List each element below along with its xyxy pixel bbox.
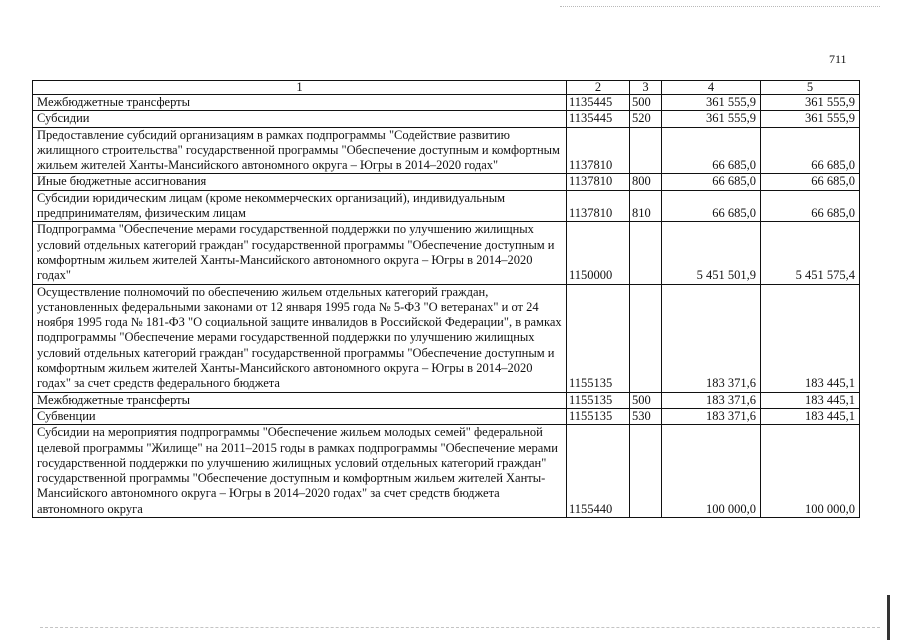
row-amount-col5: 183 445,1 xyxy=(761,284,860,392)
table-row xyxy=(33,190,860,222)
scan-artifact-bottom xyxy=(40,627,880,628)
row-expense-type: 530 xyxy=(630,408,662,424)
row-name: Межбюджетные трансферты xyxy=(33,95,567,111)
row-target-code: 1155135 xyxy=(567,284,630,392)
scan-artifact-top xyxy=(560,6,880,7)
row-expense-type xyxy=(630,127,662,174)
row-target-code: 1135445 xyxy=(567,95,630,111)
table-row xyxy=(33,425,860,518)
row-amount-col4: 183 371,6 xyxy=(662,284,761,392)
row-amount-col5: 100 000,0 xyxy=(761,425,860,518)
row-amount-col5: 183 445,1 xyxy=(761,392,860,408)
row-amount-col4: 361 555,9 xyxy=(662,111,761,127)
row-expense-type xyxy=(630,222,662,284)
table-row xyxy=(33,392,860,408)
row-name: Межбюджетные трансферты xyxy=(33,392,567,408)
header-cell-2: 2 xyxy=(567,81,630,95)
row-name: Субсидии юридическим лицам (кроме некоммерческих организаций), индивидуальным предпринимателям, физическим лицам xyxy=(33,190,567,222)
row-target-code: 1155135 xyxy=(567,408,630,424)
row-expense-type xyxy=(630,284,662,392)
row-amount-col5: 183 445,1 xyxy=(761,408,860,424)
table-row xyxy=(33,284,860,392)
row-expense-type: 810 xyxy=(630,190,662,222)
row-amount-col5: 66 685,0 xyxy=(761,174,860,190)
header-cell-5: 5 xyxy=(761,81,860,95)
row-target-code: 1155440 xyxy=(567,425,630,518)
row-amount-col4: 5 451 501,9 xyxy=(662,222,761,284)
budget-table xyxy=(32,80,860,518)
row-amount-col4: 66 685,0 xyxy=(662,127,761,174)
row-amount-col4: 183 371,6 xyxy=(662,392,761,408)
table-row xyxy=(33,127,860,174)
row-amount-col4: 361 555,9 xyxy=(662,95,761,111)
row-expense-type: 800 xyxy=(630,174,662,190)
scan-artifact-edge xyxy=(887,595,890,640)
row-target-code: 1137810 xyxy=(567,190,630,222)
row-amount-col4: 66 685,0 xyxy=(662,174,761,190)
row-name: Осуществление полномочий по обеспечению жильем отдельных категорий граждан, установленных федеральными законами от 12 января 1995 года № 5-ФЗ "О ветеранах" и от 24 ноября 1995 года № 181-ФЗ "О социальной защите инвалидов в Российской Федерации", в рамках подпрограммы "Обеспечение мерами государственной поддержки по улучшению жилищных условий отдельных категорий граждан" государственной программы "Обеспечение доступным и комфортным жильем жителей Ханты-Мансийского автономного округа – Югры в 2014–2020 годах" за счет средств федерального бюджета xyxy=(33,284,567,392)
header-cell-3: 3 xyxy=(630,81,662,95)
row-amount-col5: 5 451 575,4 xyxy=(761,222,860,284)
row-expense-type: 520 xyxy=(630,111,662,127)
header-cell-4: 4 xyxy=(662,81,761,95)
table-header-row xyxy=(33,81,860,95)
row-target-code: 1150000 xyxy=(567,222,630,284)
row-target-code: 1155135 xyxy=(567,392,630,408)
row-amount-col4: 183 371,6 xyxy=(662,408,761,424)
page-number: 711 xyxy=(829,52,847,66)
table-row xyxy=(33,174,860,190)
table-row xyxy=(33,95,860,111)
row-name: Подпрограмма "Обеспечение мерами государственной поддержки по улучшению жилищных условий отдельных категорий граждан" государственной программы "Обеспечение доступным и комфортным жильем жителей Ханты-Мансийского автономного округа – Югры в 2014–2020 годах" xyxy=(33,222,567,284)
row-amount-col4: 100 000,0 xyxy=(662,425,761,518)
header-cell-1: 1 xyxy=(33,81,567,95)
row-name: Субсидии xyxy=(33,111,567,127)
table-row xyxy=(33,222,860,284)
row-target-code: 1137810 xyxy=(567,174,630,190)
row-expense-type: 500 xyxy=(630,95,662,111)
row-amount-col4: 66 685,0 xyxy=(662,190,761,222)
row-amount-col5: 66 685,0 xyxy=(761,127,860,174)
row-name: Предоставление субсидий организациям в рамках подпрограммы "Содействие развитию жилищного строительства" государственной программы "Обеспечение доступным и комфортным жильем жителей Ханты-Мансийского автономного округа – Югры в 2014–2020 годах" xyxy=(33,127,567,174)
row-expense-type xyxy=(630,425,662,518)
row-name: Иные бюджетные ассигнования xyxy=(33,174,567,190)
row-amount-col5: 361 555,9 xyxy=(761,111,860,127)
row-expense-type: 500 xyxy=(630,392,662,408)
row-amount-col5: 66 685,0 xyxy=(761,190,860,222)
row-name: Субсидии на мероприятия подпрограммы "Обеспечение жильем молодых семей" федеральной целевой программы "Жилище" на 2011–2015 годы в рамках подпрограммы "Обеспечение мерами государственной поддержки по улучшению жилищных условий отдельных категорий граждан" государственной программы "Обеспечение доступным и комфортным жильем жителей Ханты-Мансийского автономного округа – Югры в 2014–2020 годах" за счет средств бюджета автономного округа xyxy=(33,425,567,518)
table-row xyxy=(33,111,860,127)
row-name: Субвенции xyxy=(33,408,567,424)
table-row xyxy=(33,408,860,424)
row-amount-col5: 361 555,9 xyxy=(761,95,860,111)
row-target-code: 1135445 xyxy=(567,111,630,127)
row-target-code: 1137810 xyxy=(567,127,630,174)
